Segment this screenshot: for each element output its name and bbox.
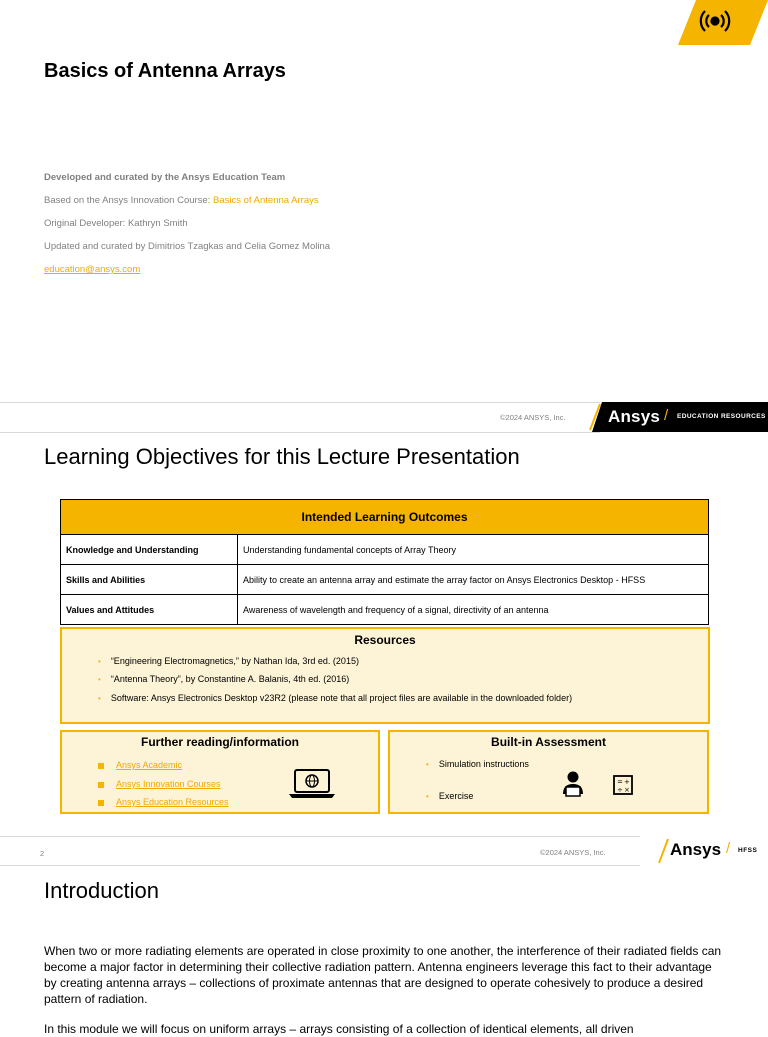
footer-copyright: ©2024 ANSYS, Inc. bbox=[540, 848, 606, 857]
svg-text:=: = bbox=[617, 778, 623, 786]
table-row bbox=[61, 535, 709, 565]
row-value: Ability to create an antenna array and estimate the array factor on Ansys Electronics Desktop - HFSS bbox=[238, 565, 709, 595]
resources-box bbox=[60, 627, 710, 724]
intro-text bbox=[44, 943, 724, 1037]
footer-divider-bottom bbox=[0, 432, 600, 433]
footer-copyright: ©2024 ANSYS, Inc. bbox=[500, 413, 566, 422]
list-item bbox=[98, 760, 182, 770]
brand-slash: / bbox=[726, 840, 731, 857]
calculator-icon bbox=[612, 774, 634, 796]
ansys-logo: Ansys bbox=[608, 407, 661, 426]
row-key: Skills and Abilities bbox=[61, 565, 238, 595]
credits-original-developer: Original Developer: Kathryn Smith bbox=[44, 218, 188, 229]
list-item: • Exercise bbox=[426, 791, 474, 801]
list-item bbox=[98, 779, 221, 789]
footer-divider bbox=[0, 836, 640, 837]
intro-paragraph-2: In this module we will focus on uniform arrays – arrays consisting of a collection of identical elements, all driven bbox=[44, 1022, 634, 1036]
table-row bbox=[61, 595, 709, 625]
svg-text:÷: ÷ bbox=[617, 786, 623, 794]
footer-section-label: HFSS bbox=[738, 847, 758, 854]
list-item: • Simulation instructions bbox=[426, 759, 529, 769]
email-link[interactable]: education@ansys.com bbox=[44, 264, 141, 275]
antenna-logo-badge bbox=[678, 0, 768, 50]
footer-divider bbox=[0, 402, 600, 403]
slide-title: Basics of Antenna Arrays bbox=[44, 60, 286, 82]
row-value: Understanding fundamental concepts of Array Theory bbox=[238, 535, 709, 565]
slide-title: Introduction bbox=[44, 878, 159, 903]
credits-based-on bbox=[44, 195, 330, 218]
assessment-title: Built-in Assessment bbox=[491, 735, 606, 749]
footer-section-label: EDUCATION RESOURCES bbox=[677, 413, 766, 420]
row-value: Awareness of wavelength and frequency of a signal, directivity of an antenna bbox=[238, 595, 709, 625]
footer-brand bbox=[656, 838, 768, 864]
list-item: • “Antenna Theory”, by Constantine A. Balanis, 4th ed. (2016) bbox=[98, 674, 350, 684]
resources-title: Resources bbox=[354, 633, 416, 647]
based-on-prefix: Based on the Ansys Innovation Course: bbox=[44, 195, 213, 206]
assessment-box bbox=[388, 730, 709, 814]
innovation-courses-link[interactable]: Ansys Innovation Courses bbox=[116, 779, 221, 789]
footer-brand-bar bbox=[586, 402, 768, 432]
credits-team: Developed and curated by the Ansys Education Team bbox=[44, 172, 286, 183]
intro-paragraph-1: When two or more radiating elements are operated in close proximity to one another, the interference of their radiated fields can become a major factor in determining their collective radiation pattern. Antenna engineers leverage this fact to their advantage by creating antenna arrays – collections of proximate antennas that are designed to operate cohesively to produce a desired pattern of radiation. bbox=[44, 944, 722, 1006]
further-reading-box bbox=[60, 730, 380, 814]
education-resources-link[interactable]: Ansys Education Resources bbox=[116, 797, 229, 807]
slide-title: Learning Objectives for this Lecture Presentation bbox=[44, 444, 520, 469]
list-item: • Software: Ansys Electronics Desktop v23R2 (please note that all project files are available in the downloaded folder) bbox=[98, 693, 573, 703]
brand-slash: / bbox=[664, 407, 669, 424]
table-row bbox=[61, 565, 709, 595]
row-key: Values and Attitudes bbox=[61, 595, 238, 625]
list-item bbox=[98, 797, 229, 807]
person-at-laptop-icon bbox=[562, 770, 584, 798]
credits-block bbox=[44, 172, 330, 287]
page-number: 2 bbox=[40, 849, 45, 858]
course-link[interactable]: Basics of Antenna Arrays bbox=[213, 195, 319, 206]
row-key: Knowledge and Understanding bbox=[61, 535, 238, 565]
table-header: Intended Learning Outcomes bbox=[61, 500, 709, 535]
ansys-logo: Ansys bbox=[670, 840, 722, 859]
credits-updated-by: Updated and curated by Dimitrios Tzagkas and Celia Gomez Molina bbox=[44, 241, 331, 252]
svg-text:×: × bbox=[624, 786, 630, 794]
ansys-academic-link[interactable]: Ansys Academic bbox=[116, 760, 183, 770]
list-item: • “Engineering Electromagnetics,” by Nathan Ida, 3rd ed. (2015) bbox=[98, 656, 359, 666]
learning-outcomes-table bbox=[60, 499, 709, 625]
further-reading-title: Further reading/information bbox=[140, 735, 299, 749]
svg-text:+: + bbox=[624, 778, 630, 786]
footer-divider-bottom bbox=[0, 865, 640, 866]
laptop-globe-icon bbox=[288, 768, 336, 800]
